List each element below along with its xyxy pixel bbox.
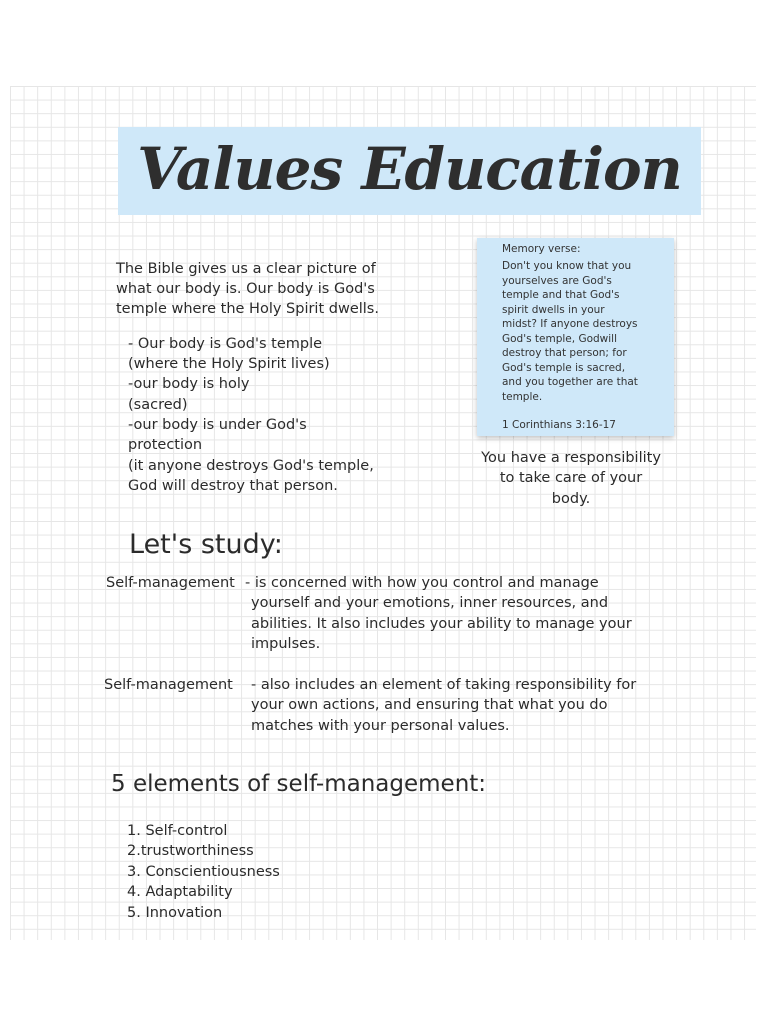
- responsibility-line: body.: [551, 490, 591, 507]
- intro-line: temple where the Holy Spirit dwells.: [116, 301, 379, 317]
- point-line: (where the Holy Spirit lives): [128, 356, 330, 372]
- definition-text: [251, 675, 636, 736]
- verse-line: God's temple is sacred,: [502, 362, 626, 374]
- verse-line: Don't you know that you: [502, 260, 632, 272]
- point-line: - Our body is God's temple: [128, 336, 323, 352]
- list-item: 5. Innovation: [127, 904, 223, 921]
- title-banner: [118, 127, 701, 215]
- definition-line: - also includes an element of taking responsibility for: [251, 677, 637, 693]
- verse-reference: 1 Corinthians 3:16-17: [502, 419, 616, 431]
- definition-text: [245, 573, 632, 655]
- list-item: 3. Conscientiousness: [127, 863, 280, 880]
- intro-line: The Bible gives us a clear picture of: [116, 261, 376, 277]
- point-line: (sacred): [128, 397, 188, 413]
- verse-line: spirit dwells in your: [502, 304, 605, 316]
- point-line: -our body is under God's: [128, 417, 307, 433]
- elements-heading: 5 elements of self-management:: [111, 771, 487, 797]
- definition-line: impulses.: [251, 636, 321, 653]
- definition-line: your own actions, and ensuring that what you do: [251, 697, 608, 714]
- verse-line: temple.: [502, 391, 543, 403]
- list-item: 1. Self-control: [127, 823, 228, 839]
- memory-verse-card: [477, 238, 674, 436]
- definition-line: matches with your personal values.: [251, 717, 510, 734]
- definition-term: Self-management: [106, 575, 235, 591]
- definition-line: abilities. It also includes your ability to manage your: [251, 615, 632, 632]
- study-heading: Let's study:: [129, 529, 283, 560]
- elements-list: [127, 821, 280, 923]
- verse-line: God's temple, Godwill: [502, 333, 618, 345]
- intro-line: what our body is. Our body is God's: [116, 281, 375, 297]
- point-line: God will destroy that person.: [128, 478, 338, 494]
- verse-line: destroy that person; for: [502, 347, 627, 359]
- point-line: -our body is holy: [128, 376, 250, 392]
- responsibility-note: [463, 448, 679, 509]
- responsibility-line: to take care of your: [499, 470, 643, 487]
- definition-line: - is concerned with how you control and manage: [245, 575, 599, 591]
- definition-line: yourself and your emotions, inner resources, and: [251, 595, 609, 612]
- verse-line: yourselves are God's: [502, 275, 612, 287]
- responsibility-line: You have a responsibility: [481, 450, 661, 466]
- list-item: 4. Adaptability: [127, 884, 233, 901]
- point-line: protection: [128, 437, 203, 453]
- point-line: (it anyone destroys God's temple,: [128, 458, 374, 474]
- verse-line: midst? If anyone destroys: [502, 318, 638, 330]
- page-title: Values Education: [137, 135, 682, 203]
- memory-verse-label: Memory verse:: [502, 243, 581, 255]
- verse-line: and you together are that: [502, 376, 638, 388]
- definition-term: Self-management: [104, 677, 233, 693]
- list-item: 2.trustworthiness: [127, 843, 254, 860]
- verse-line: temple and that God's: [502, 289, 620, 301]
